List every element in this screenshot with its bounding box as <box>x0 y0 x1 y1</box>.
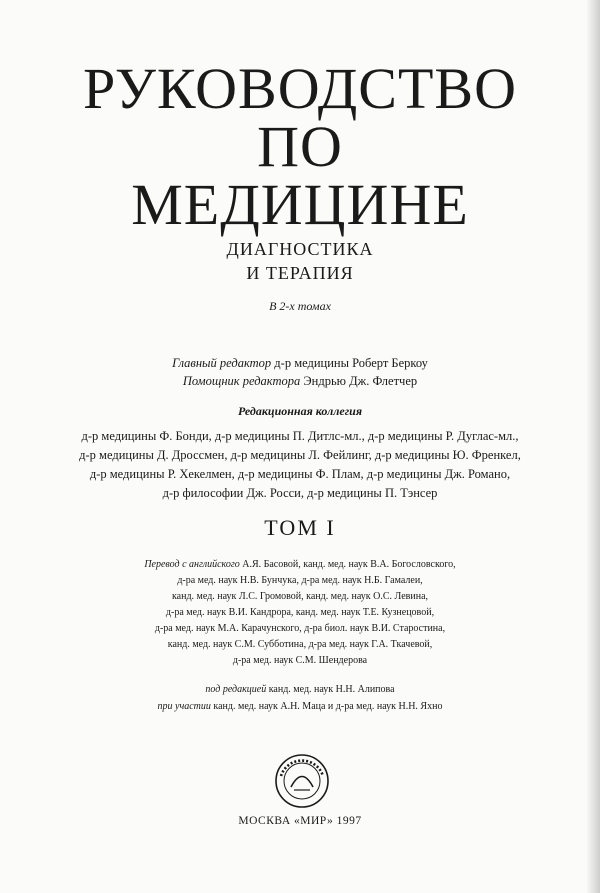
assistant-editor <box>0 374 600 389</box>
translation-line-5: д-ра мед. наук М.А. Карачунского, д-ра биол. наук В.И. Старостина, <box>154 623 446 634</box>
publisher-logo-icon <box>273 752 331 810</box>
participation <box>0 701 600 712</box>
translation-line-4: д-ра мед. наук В.И. Кандрора, канд. мед. наук Т.Е. Кузнецовой, <box>165 607 435 618</box>
subtitle-line-2: И ТЕРАПИЯ <box>246 263 354 283</box>
board-line-4: д-р философии Дж. Росси, д-р медицины П. Тэнсер <box>162 486 438 500</box>
title-line-2: ПО <box>257 114 343 179</box>
title-line-3: МЕДИЦИНЕ <box>131 172 469 237</box>
volume-label: ТОМ I <box>264 515 336 540</box>
imprint: МОСКВА «МИР» 1997 <box>238 815 362 827</box>
edited-by-name: канд. мед. наук Н.Н. Алипова <box>268 684 395 695</box>
edited-by <box>0 684 600 695</box>
title-line-1: РУКОВОДСТВО <box>83 56 517 121</box>
chief-editor-role: Главный редактор <box>172 356 272 370</box>
volumes-note: В 2-х томах <box>269 299 331 313</box>
translation-line-1 <box>0 557 600 573</box>
participation-name: канд. мед. наук А.Н. Маца и д-ра мед. наук Н.Н. Яхно <box>213 701 443 712</box>
translation-line-2: д-ра мед. наук Н.В. Бунчука, д-ра мед. наук Н.Б. Гамалеи, <box>177 575 423 586</box>
translation-line-6: канд. мед. наук С.М. Субботина, д-ра мед. наук Г.А. Ткачевой, <box>167 639 433 650</box>
translation-line-7: д-ра мед. наук С.М. Шендерова <box>232 655 368 666</box>
chief-editor-name: д-р медицины Роберт Беркоу <box>274 356 428 370</box>
chief-editor <box>0 356 600 371</box>
assistant-editor-role: Помощник редактора <box>182 374 301 388</box>
translation-line-1-text: А.Я. Басовой, канд. мед. наук В.А. Богословского, <box>242 559 456 570</box>
subtitle-line-1: ДИАГНОСТИКА <box>226 239 374 259</box>
translation-line-3: канд. мед. наук Л.С. Громовой, канд. мед. наук О.С. Левина, <box>171 591 429 602</box>
participation-label: при участии <box>157 701 211 712</box>
board-heading: Редакционная коллегия <box>237 404 363 418</box>
page-edge-shadow <box>586 0 600 893</box>
board-line-3: д-р медицины Р. Хекелмен, д-р медицины Ф. Плам, д-р медицины Дж. Романо, <box>89 467 511 481</box>
board-line-2: д-р медицины Д. Дроссмен, д-р медицины Л. Фейлинг, д-р медицины Ю. Френкел, <box>79 448 521 462</box>
board-line-1: д-р медицины Ф. Бонди, д-р медицины П. Дитлс-мл., д-р медицины Р. Дуглас-мл., <box>81 429 519 443</box>
assistant-editor-name: Эндрью Дж. Флетчер <box>303 374 418 388</box>
translation-intro: Перевод с английского <box>144 559 240 570</box>
edited-by-label: под редакцией <box>205 684 267 695</box>
